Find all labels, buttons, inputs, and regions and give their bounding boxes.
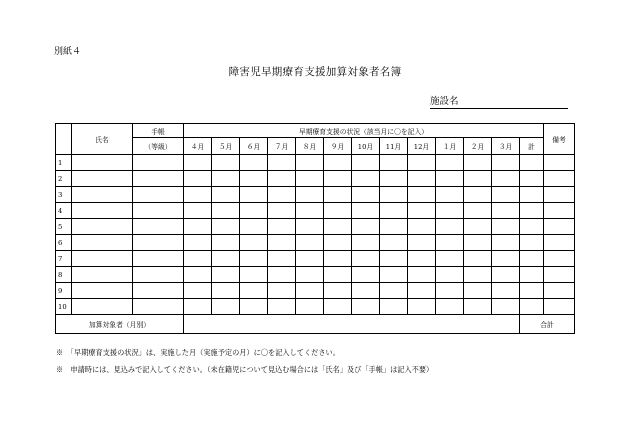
month-cell[interactable] <box>268 251 296 267</box>
month-cell[interactable] <box>380 219 408 235</box>
month-cell[interactable] <box>324 171 352 187</box>
month-cell[interactable] <box>184 267 212 283</box>
month-cell[interactable] <box>492 283 520 299</box>
month-cell[interactable] <box>184 203 212 219</box>
month-cell[interactable] <box>240 187 268 203</box>
row-number: 4 <box>56 203 72 219</box>
month-cell[interactable] <box>184 155 212 171</box>
month-cell[interactable] <box>436 235 464 251</box>
month-cell[interactable] <box>436 187 464 203</box>
month-cell[interactable] <box>408 251 436 267</box>
month-cell[interactable] <box>324 251 352 267</box>
month-cell[interactable] <box>436 251 464 267</box>
month-cell[interactable] <box>184 251 212 267</box>
month-cell[interactable] <box>324 219 352 235</box>
month-cell[interactable] <box>464 267 492 283</box>
note-1: ※ 「早期療育支援の状況」は、実施した月（実施予定の月）に〇を記入してください。 <box>56 348 340 357</box>
month-cell[interactable] <box>380 203 408 219</box>
table-row <box>56 203 575 219</box>
month-header: ８月 <box>296 138 324 155</box>
month-cell[interactable] <box>492 235 520 251</box>
month-cell[interactable] <box>464 171 492 187</box>
month-cell[interactable] <box>408 235 436 251</box>
month-cell[interactable] <box>352 219 380 235</box>
month-cell[interactable] <box>240 171 268 187</box>
month-cell[interactable] <box>408 267 436 283</box>
month-cell[interactable] <box>492 203 520 219</box>
month-header: 12月 <box>408 138 436 155</box>
remarks-cell[interactable] <box>544 251 575 267</box>
footer-label: 加算対象者（月別） <box>56 315 184 334</box>
month-cell[interactable] <box>408 219 436 235</box>
month-cell[interactable] <box>436 171 464 187</box>
total-cell[interactable] <box>520 267 544 283</box>
month-cell[interactable] <box>240 283 268 299</box>
month-cell[interactable] <box>352 251 380 267</box>
month-cell[interactable] <box>352 299 380 315</box>
header-name: 氏名 <box>72 124 133 155</box>
month-cell[interactable] <box>408 203 436 219</box>
month-cell[interactable] <box>436 219 464 235</box>
table-row <box>56 299 575 315</box>
total-cell[interactable] <box>520 171 544 187</box>
handbook-cell[interactable] <box>133 283 184 299</box>
total-cell[interactable] <box>520 235 544 251</box>
header-grade: （等級） <box>133 138 184 155</box>
handbook-cell[interactable] <box>133 203 184 219</box>
handbook-cell[interactable] <box>133 299 184 315</box>
month-cell[interactable] <box>464 235 492 251</box>
facility-name-field[interactable] <box>430 93 568 109</box>
month-cell[interactable] <box>408 283 436 299</box>
month-cell[interactable] <box>212 219 240 235</box>
month-cell[interactable] <box>268 267 296 283</box>
month-cell[interactable] <box>296 155 324 171</box>
month-cell[interactable] <box>184 235 212 251</box>
remarks-cell[interactable] <box>544 299 575 315</box>
row-number: 6 <box>56 235 72 251</box>
month-header: ６月 <box>240 138 268 155</box>
month-cell[interactable] <box>352 235 380 251</box>
name-cell[interactable] <box>72 219 133 235</box>
month-header: ９月 <box>324 138 352 155</box>
month-cell[interactable] <box>492 267 520 283</box>
month-cell[interactable] <box>380 155 408 171</box>
month-cell[interactable] <box>240 299 268 315</box>
remarks-cell[interactable] <box>544 283 575 299</box>
row-number: 5 <box>56 219 72 235</box>
month-header: ４月 <box>184 138 212 155</box>
row-number: 2 <box>56 171 72 187</box>
month-cell[interactable] <box>436 299 464 315</box>
header-support-status: 早期療育支援の状況（該当月に〇を記入） <box>184 124 544 138</box>
month-cell[interactable] <box>492 219 520 235</box>
month-cell[interactable] <box>352 155 380 171</box>
table-row <box>56 283 575 299</box>
table-row <box>56 187 575 203</box>
month-cell[interactable] <box>296 219 324 235</box>
name-cell[interactable] <box>72 171 133 187</box>
month-cell[interactable] <box>296 283 324 299</box>
month-header: ７月 <box>268 138 296 155</box>
handbook-cell[interactable] <box>133 171 184 187</box>
month-cell[interactable] <box>268 171 296 187</box>
month-cell[interactable] <box>240 235 268 251</box>
annex-label: 別紙４ <box>54 47 82 57</box>
name-cell[interactable] <box>72 187 133 203</box>
table-row <box>56 171 575 187</box>
month-cell[interactable] <box>268 203 296 219</box>
month-cell[interactable] <box>352 171 380 187</box>
month-cell[interactable] <box>212 155 240 171</box>
name-cell[interactable] <box>72 283 133 299</box>
month-cell[interactable] <box>324 267 352 283</box>
name-cell[interactable] <box>72 235 133 251</box>
total-cell[interactable] <box>520 203 544 219</box>
handbook-cell[interactable] <box>133 267 184 283</box>
row-number: 7 <box>56 251 72 267</box>
month-cell[interactable] <box>212 251 240 267</box>
month-cell[interactable] <box>240 251 268 267</box>
month-cell[interactable] <box>240 219 268 235</box>
total-cell[interactable] <box>520 251 544 267</box>
month-cell[interactable] <box>212 283 240 299</box>
row-number: 1 <box>56 155 72 171</box>
month-cell[interactable] <box>212 187 240 203</box>
table-row <box>56 219 575 235</box>
footer-total: 合計 <box>520 315 575 334</box>
month-header: １月 <box>436 138 464 155</box>
table-row <box>56 251 575 267</box>
facility-label: 施設名 <box>430 96 459 107</box>
month-cell[interactable] <box>436 267 464 283</box>
name-cell[interactable] <box>72 203 133 219</box>
name-cell[interactable] <box>72 155 133 171</box>
document-title: 障害児早期療育支援加算対象者名簿 <box>228 66 402 78</box>
month-cell[interactable] <box>296 203 324 219</box>
remarks-cell[interactable] <box>544 187 575 203</box>
month-cell[interactable] <box>492 187 520 203</box>
month-header: ５月 <box>212 138 240 155</box>
month-cell[interactable] <box>464 251 492 267</box>
table-row <box>56 235 575 251</box>
header-remarks: 備考 <box>544 124 575 155</box>
header-number-cell <box>56 124 72 155</box>
month-cell[interactable] <box>324 235 352 251</box>
month-cell[interactable] <box>408 171 436 187</box>
month-cell[interactable] <box>380 267 408 283</box>
month-cell[interactable] <box>380 299 408 315</box>
month-cell[interactable] <box>184 171 212 187</box>
total-cell[interactable] <box>520 299 544 315</box>
header-handbook: 手帳 <box>133 124 184 138</box>
handbook-cell[interactable] <box>133 187 184 203</box>
table-row <box>56 267 575 283</box>
month-cell[interactable] <box>464 203 492 219</box>
remarks-cell[interactable] <box>544 267 575 283</box>
month-cell[interactable] <box>408 155 436 171</box>
month-cell[interactable] <box>380 187 408 203</box>
month-cell[interactable] <box>268 299 296 315</box>
month-cell[interactable] <box>324 203 352 219</box>
month-cell[interactable] <box>464 299 492 315</box>
month-cell[interactable] <box>324 283 352 299</box>
month-cell[interactable] <box>492 299 520 315</box>
month-cell[interactable] <box>296 251 324 267</box>
month-cell[interactable] <box>380 251 408 267</box>
handbook-cell[interactable] <box>133 219 184 235</box>
note-2: ※ 申請時には、見込みで記入してください。（未在籍児について見込む場合には「氏名」及び「手帳」は記入不要） <box>56 365 434 374</box>
month-cell[interactable] <box>436 283 464 299</box>
total-cell[interactable] <box>520 219 544 235</box>
month-cell[interactable] <box>296 299 324 315</box>
month-cell[interactable] <box>268 235 296 251</box>
name-cell[interactable] <box>72 251 133 267</box>
month-cell[interactable] <box>296 267 324 283</box>
name-cell[interactable] <box>72 299 133 315</box>
row-number: 3 <box>56 187 72 203</box>
handbook-cell[interactable] <box>133 235 184 251</box>
month-header: ２月 <box>464 138 492 155</box>
month-cell[interactable] <box>184 219 212 235</box>
month-cell[interactable] <box>268 187 296 203</box>
month-cell[interactable] <box>436 155 464 171</box>
month-cell[interactable] <box>436 203 464 219</box>
month-cell[interactable] <box>324 299 352 315</box>
month-cell[interactable] <box>408 299 436 315</box>
roster-table <box>55 123 575 334</box>
month-cell[interactable] <box>240 155 268 171</box>
name-cell[interactable] <box>72 267 133 283</box>
table-row <box>56 155 575 171</box>
month-cell[interactable] <box>212 235 240 251</box>
total-cell[interactable] <box>520 187 544 203</box>
remarks-cell[interactable] <box>544 171 575 187</box>
remarks-cell[interactable] <box>544 155 575 171</box>
month-cell[interactable] <box>212 203 240 219</box>
remarks-cell[interactable] <box>544 203 575 219</box>
month-cell[interactable] <box>464 283 492 299</box>
month-cell[interactable] <box>380 171 408 187</box>
month-cell[interactable] <box>296 235 324 251</box>
month-cell[interactable] <box>492 155 520 171</box>
month-cell[interactable] <box>324 155 352 171</box>
row-number: 8 <box>56 267 72 283</box>
month-cell[interactable] <box>212 299 240 315</box>
row-number: 10 <box>56 299 72 315</box>
month-cell[interactable] <box>212 171 240 187</box>
month-cell[interactable] <box>296 171 324 187</box>
month-cell[interactable] <box>296 187 324 203</box>
month-cell[interactable] <box>408 187 436 203</box>
row-number: 9 <box>56 283 72 299</box>
month-cell[interactable] <box>352 203 380 219</box>
month-cell[interactable] <box>352 267 380 283</box>
month-cell[interactable] <box>352 283 380 299</box>
month-cell[interactable] <box>240 203 268 219</box>
month-cell[interactable] <box>240 267 268 283</box>
month-cell[interactable] <box>212 267 240 283</box>
handbook-cell[interactable] <box>133 155 184 171</box>
handbook-cell[interactable] <box>133 251 184 267</box>
footer-month-span[interactable] <box>184 315 520 334</box>
month-header: 11月 <box>380 138 408 155</box>
month-cell[interactable] <box>184 283 212 299</box>
remarks-cell[interactable] <box>544 235 575 251</box>
month-cell[interactable] <box>464 155 492 171</box>
month-cell[interactable] <box>492 251 520 267</box>
total-cell[interactable] <box>520 283 544 299</box>
month-total-header: 計 <box>520 138 544 155</box>
remarks-cell[interactable] <box>544 219 575 235</box>
month-cell[interactable] <box>352 187 380 203</box>
month-header: ３月 <box>492 138 520 155</box>
month-cell[interactable] <box>184 299 212 315</box>
month-header: 10月 <box>352 138 380 155</box>
month-cell[interactable] <box>492 171 520 187</box>
month-cell[interactable] <box>324 187 352 203</box>
month-cell[interactable] <box>380 235 408 251</box>
month-cell[interactable] <box>464 187 492 203</box>
month-cell[interactable] <box>268 155 296 171</box>
total-cell[interactable] <box>520 155 544 171</box>
month-cell[interactable] <box>380 283 408 299</box>
month-cell[interactable] <box>268 219 296 235</box>
month-cell[interactable] <box>184 187 212 203</box>
month-cell[interactable] <box>268 283 296 299</box>
month-cell[interactable] <box>464 219 492 235</box>
